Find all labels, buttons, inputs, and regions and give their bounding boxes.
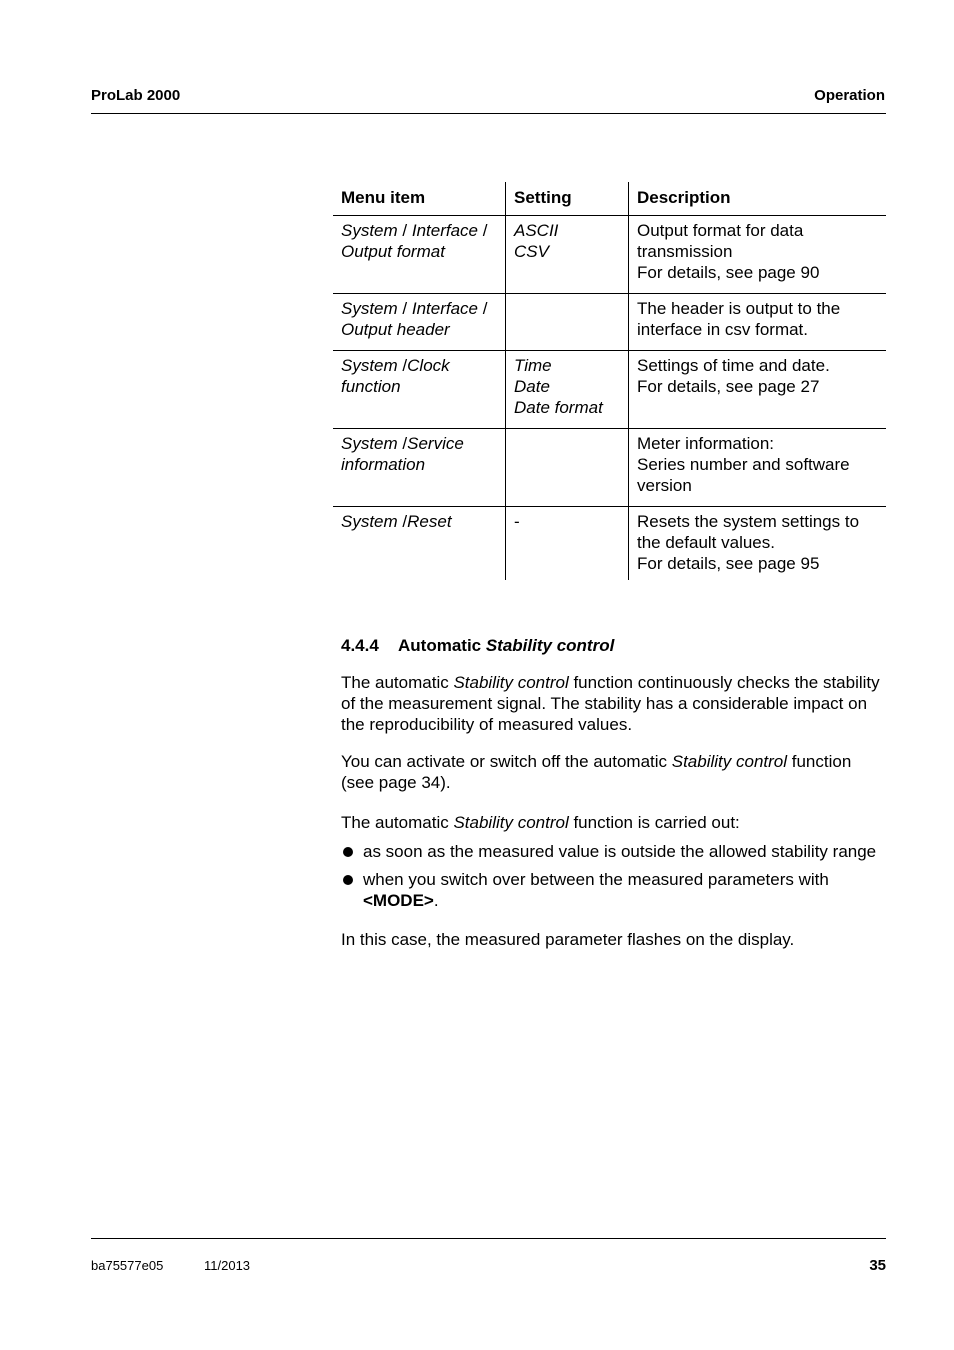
footer-date: 11/2013	[204, 1258, 251, 1273]
menu-path-separator: /	[478, 299, 488, 318]
menu-path-part: System	[341, 356, 398, 375]
menu-path-part: Output format	[341, 242, 445, 261]
setting-cell	[506, 294, 629, 351]
setting-value: Date format	[514, 398, 603, 417]
column-header-menu-item: Menu item	[333, 182, 506, 216]
section-title-plain: Automatic	[398, 636, 486, 655]
list-item-text: as soon as the measured value is outside the allowed stability range	[363, 842, 877, 861]
header-rule	[91, 113, 886, 114]
column-header-setting: Setting	[506, 182, 629, 216]
menu-path-separator: /	[397, 221, 412, 240]
text-run: The automatic	[341, 813, 454, 832]
page-number: 35	[869, 1257, 886, 1274]
setting-cell	[506, 429, 629, 507]
text-run: function (see page 34).	[341, 752, 852, 792]
description-cell	[629, 429, 887, 507]
paragraph-stability-intro	[341, 672, 886, 735]
column-header-description: Description	[629, 182, 887, 216]
table-row	[333, 429, 886, 507]
list-item	[341, 841, 889, 862]
bullet-icon	[343, 875, 353, 885]
setting-cell	[506, 351, 629, 429]
paragraph-carried-out	[341, 812, 886, 833]
setting-value: Date	[514, 377, 550, 396]
menu-settings-table	[333, 182, 886, 580]
setting-cell	[506, 507, 629, 581]
menu-path-part: System	[341, 299, 398, 318]
text-run: function continuously checks the stability of the measurement signal. The stability has a considerable impact on the reproducibility of measured values.	[341, 673, 880, 734]
setting-value: ASCII	[514, 221, 559, 240]
menu-path-part: Interface	[411, 221, 479, 240]
description-line: For details, see page 27	[637, 377, 820, 396]
setting-value: Time	[514, 356, 552, 375]
key-name: <MODE>	[363, 891, 434, 910]
paragraph-activate	[341, 751, 886, 793]
menu-path-part: Reset	[407, 512, 452, 531]
description-line: The header is output to the interface in csv format.	[637, 299, 841, 339]
paragraph-flash: In this case, the measured parameter flashes on the display.	[341, 930, 795, 949]
description-cell	[629, 216, 887, 294]
footer-rule	[91, 1238, 886, 1239]
menu-path-part: System	[341, 512, 398, 531]
text-run: function is carried out:	[568, 813, 740, 832]
description-cell	[629, 294, 887, 351]
header-product-name: ProLab 2000	[91, 87, 181, 104]
menu-path-separator: /	[397, 434, 408, 453]
menu-path-separator: /	[397, 512, 408, 531]
section-title-italic: Stability control	[485, 636, 615, 655]
setting-value: CSV	[514, 242, 549, 261]
description-line: Series number and software version	[637, 455, 850, 495]
text-run-italic: Stability control	[671, 752, 788, 771]
description-line: Settings of time and date.	[637, 356, 830, 375]
menu-item-cell	[333, 351, 506, 429]
menu-item-cell	[333, 429, 506, 507]
description-cell	[629, 507, 887, 581]
header-chapter-title: Operation	[814, 87, 885, 104]
description-line: Output format for data transmission	[637, 221, 804, 261]
description-line: For details, see page 90	[637, 263, 820, 282]
menu-path-separator: /	[478, 221, 488, 240]
footer-document-id: ba75577e05	[91, 1258, 164, 1273]
table-row	[333, 507, 886, 581]
setting-cell	[506, 216, 629, 294]
description-line: For details, see page 95	[637, 554, 820, 573]
setting-value: -	[514, 512, 520, 531]
menu-path-part: System	[341, 434, 398, 453]
text-run: The automatic	[341, 673, 454, 692]
condition-list	[341, 841, 889, 918]
text-run-italic: Stability control	[453, 813, 569, 832]
table-row	[333, 216, 886, 294]
menu-path-separator: /	[397, 356, 408, 375]
menu-path-part: System	[341, 221, 398, 240]
list-item	[341, 869, 889, 911]
bullet-icon	[343, 847, 353, 857]
text-run-italic: Stability control	[453, 673, 569, 692]
menu-item-cell	[333, 507, 506, 581]
description-line: Meter information:	[637, 434, 774, 453]
section-heading	[341, 635, 614, 656]
menu-path-part: Service information	[341, 434, 464, 474]
menu-path-part: Output header	[341, 320, 450, 339]
menu-path-part: Interface	[411, 299, 479, 318]
list-item-text: when you switch over between the measured parameters with	[363, 870, 829, 889]
text-run: You can activate or switch off the automatic	[341, 752, 672, 771]
menu-path-separator: /	[397, 299, 412, 318]
table-header-row	[333, 182, 886, 216]
menu-item-cell	[333, 294, 506, 351]
description-cell	[629, 351, 887, 429]
list-item-text: .	[433, 891, 439, 910]
description-line: Resets the system settings to the default values.	[637, 512, 860, 552]
table-row	[333, 351, 886, 429]
section-number: 4.4.4	[341, 636, 379, 655]
menu-path-part: Clock function	[341, 356, 450, 396]
table-row	[333, 294, 886, 351]
menu-item-cell	[333, 216, 506, 294]
